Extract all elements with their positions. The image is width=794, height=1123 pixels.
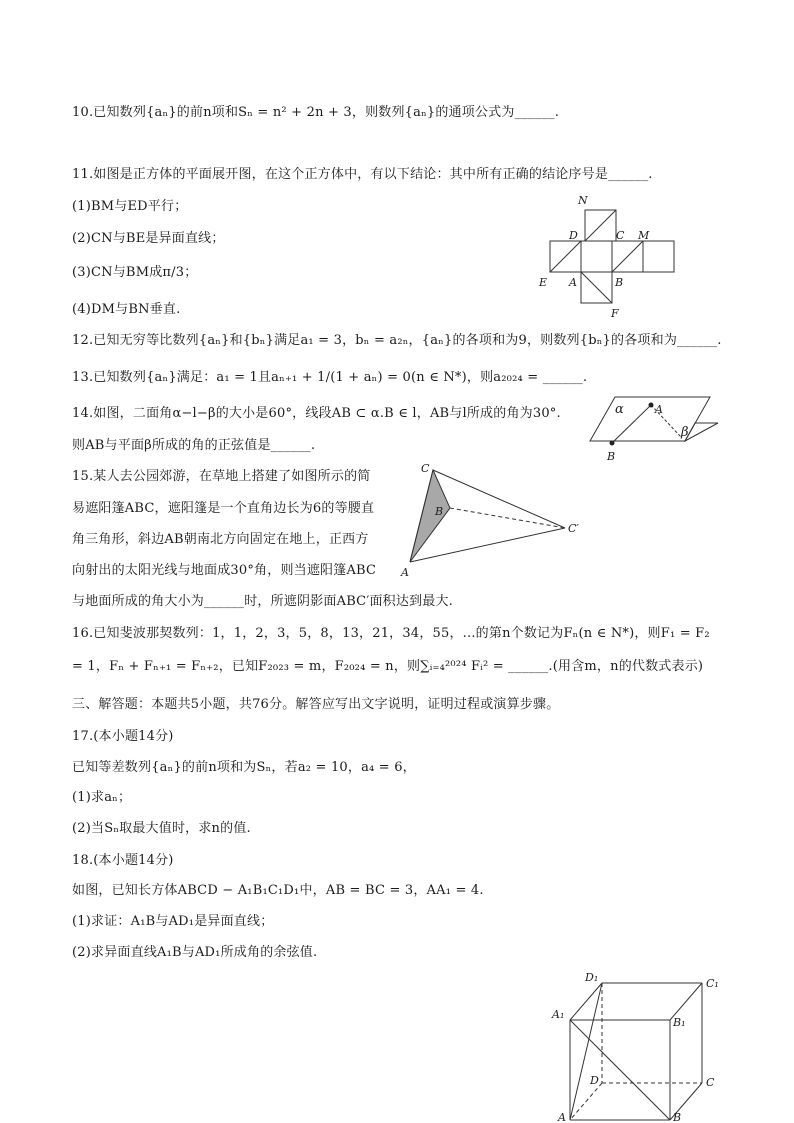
question-17-part-1: (1)求aₙ； [72,790,132,805]
cuboid-figure [545,965,730,1123]
cuboid-label-b1: B₁ [673,1016,686,1029]
net-label-b: B [615,276,624,289]
net-label-a: A [569,276,577,289]
dihedral-label-alpha: α [615,402,624,417]
question-11-stem: 11.如图是正方体的平面展开图，在这个正方体中，有以下结论：其中所有正确的结论序号是______. [72,167,653,182]
question-14-line-2: 则AB与平面β所成的角的正弦值是______. [72,438,316,453]
question-18-title: 18.(本小题14分) [72,853,174,868]
net-label-e: E [539,276,548,289]
question-18-stem: 如图，已知长方体ABCD − A₁B₁C₁D₁中，AB = BC = 3，AA₁ = 4. [72,883,484,898]
net-label-n: N [578,194,588,207]
tent-label-a: A [401,566,409,579]
section-3-heading: 三、解答题：本题共5小题，共76分。解答应写出文字说明，证明过程或演算步骤。 [72,697,560,712]
question-11-option-2: (2)CN与BE是异面直线； [72,231,225,246]
cube-net-figure [535,190,680,320]
cuboid-label-c: C [706,1076,715,1089]
question-15-line-2: 易遮阳篷ABC，遮阳篷是一个直角边长为6的等腰直 [72,501,375,516]
question-10: 10.已知数列{aₙ}的前n项和Sₙ = n² + 2n + 3，则数列{aₙ}的通项公式为______. [72,105,560,120]
point-a-dot [649,403,654,408]
question-16-line-2: = 1，Fₙ + Fₙ₊₁ = Fₙ₊₂，已知F₂₀₂₃ = m，F₂₀₂₄ = n，则∑ᵢ₌₄²⁰²⁴ Fᵢ² = ______.(用含m，n的代数式表示) [72,659,704,674]
sunshade-figure [395,460,595,580]
cuboid-label-d1: D₁ [585,971,599,984]
question-17-stem: 已知等差数列{aₙ}的前n项和为Sₙ，若a₂ = 10，a₄ = 6， [72,760,416,775]
net-label-c: C [616,229,625,242]
question-17-title: 17.(本小题14分) [72,729,174,744]
dihedral-label-a: A [655,403,663,416]
net-label-m: M [638,229,650,242]
cuboid-label-a1: A₁ [552,1008,565,1021]
cuboid-label-a: A [558,1111,566,1123]
question-17-part-2: (2)当Sₙ取最大值时，求n的值. [72,821,251,836]
cuboid-label-b: B [673,1111,682,1123]
question-11-option-1: (1)BM与ED平行； [72,199,188,214]
net-label-d: D [569,229,578,242]
question-13: 13.已知数列{aₙ}满足：a₁ = 1且aₙ₊₁ + 1/(1 + aₙ) = 0(n ∈ N*)，则a₂₀₂₄ = ______. [72,370,588,385]
question-11-option-4: (4)DM与BN垂直. [72,302,181,317]
question-15-line-4: 向射出的太阳光线与地面成30°角，则当遮阳篷ABC [72,563,377,578]
net-label-f: F [611,307,619,320]
question-14-line-1: 14.如图，二面角α−l−β的大小是60°，线段AB ⊂ α.B ∈ l，AB与l所成的角为30°. [72,406,561,421]
question-18-part-1: (1)求证：A₁B与AD₁是异面直线； [72,914,274,929]
dihedral-label-beta: β [681,425,689,440]
question-15-line-5: 与地面所成的角大小为______时，所遮阴影面ABC′面积达到最大. [72,594,454,609]
question-15-line-1: 15.某人去公园郊游，在草地上搭建了如图所示的简 [72,469,371,484]
tent-label-c: C [421,462,430,475]
question-16-line-1: 16.已知斐波那契数列：1，1，2，3，5，8，13，21，34，55，...的第n个数记为Fₙ(n ∈ N*)，则F₁ = F₂ [72,626,710,641]
dihedral-label-b: B [607,450,616,463]
question-18-part-2: (2)求异面直线A₁B与AD₁所成角的余弦值. [72,945,318,960]
dihedral-angle-figure [585,393,725,465]
question-12: 12.已知无穷等比数列{aₙ}和{bₙ}满足a₁ = 3，bₙ = a₂ₙ，{aₙ}的各项和为9，则数列{bₙ}的各项和为______. [72,333,722,348]
tent-label-b: B [435,505,444,518]
tent-label-c-prime: C′ [568,522,579,535]
question-11-option-3: (3)CN与BM成π/3； [72,265,198,280]
question-15-line-3: 角三角形，斜边AB朝南北方向固定在地上，正西方 [72,532,369,547]
cuboid-label-c1: C₁ [706,977,719,990]
point-b-dot [610,441,615,446]
cuboid-label-d: D [590,1074,599,1087]
